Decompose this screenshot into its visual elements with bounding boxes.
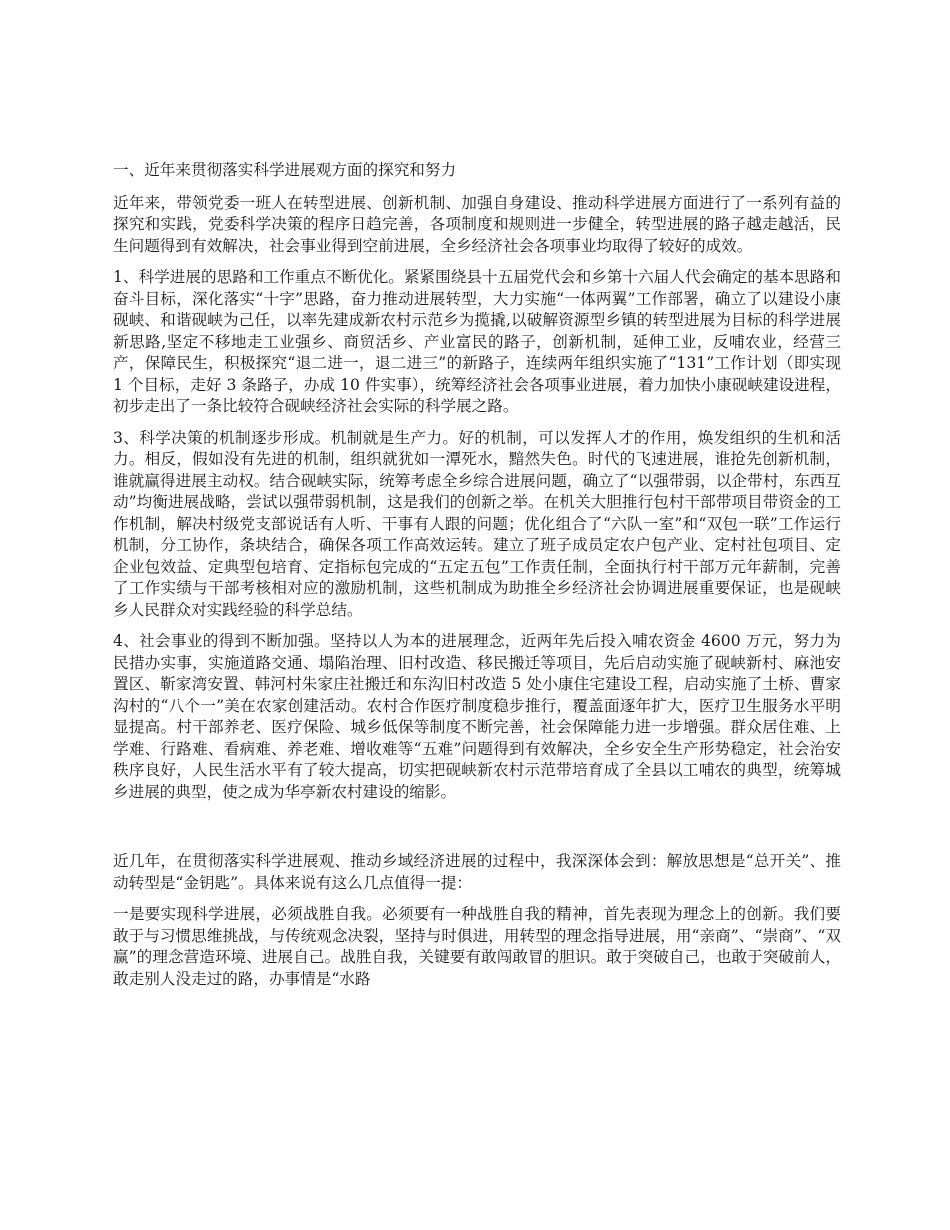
paragraph-point-3: 3、科学决策的机制逐步形成。机制就是生产力。好的机制，可以发挥人才的作用，焕发组织的生机和活力。相反，假如没有先进的机制，组织就犹如一潭死水，黯然失色。时代的飞速进展，谁抢先创新机制，谁就赢得进展主动权。结合砚峡实际，统筹考虑全乡综合进展问题，确立了“以强带弱，以企带村，东西互动”均衡进展战略，尝试以强带弱机制，这是我们的创新之举。在机关大胆推行包村干部带项目带资金的工作机制，解决村级党支部说话有人听、干事有人跟的问题；优化组合了“六队一室”和“双包一联”工作运行机制，分工协作，条块结合，确保各项工作高效运转。建立了班子成员定农户包产业、定村社包项目、定企业包效益、定典型包培育、定指标包完成的“五定五包”工作责任制，全面执行村干部万元年薪制，完善了工作实绩与干部考核相对应的激励机制，这些机制成为助推全乡经济社会协调进展重要保证，也是砚峡乡人民群众对实践经验的科学总结。	[113, 428, 841, 619]
section-spacer	[113, 813, 841, 851]
document-body	[113, 160, 841, 1000]
paragraph-point-4: 4、社会事业的得到不断加强。坚持以人为本的进展理念，近两年先后投入哺农资金 4600 万元，努力为民措办实事，实施道路交通、塌陷治理、旧村改造、移民搬迁等项目，先后启动实施了砚峡新村、麻池安置区、靳家湾安置、韩河村朱家庄社搬迁和东沟旧村改造 5 处小康住宅建设工程，启动实施了土桥、曹家沟村的“八个一”美在农家创建活动。农村合作医疗制度稳步推行，覆盖面逐年扩大，医疗卫生服务水平明显提高。村干部养老、医疗保险、城乡低保等制度不断完善，社会保障能力进一步增强。群众居住难、上学难、行路难、看病难、养老难、增收难等“五难”问题得到有效解决，全乡安全生产形势稳定，社会治安秩序良好，人民生活水平有了较大提高，切实把砚峡新农村示范带培育成了全县以工哺农的典型，统筹城乡进展的典型，使之成为华亭新农村建设的缩影。	[113, 632, 841, 801]
section-heading: 一、近年来贯彻落实科学进展观方面的探究和努力	[113, 161, 457, 179]
paragraph-point-1: 1、科学进展的思路和工作重点不断优化。紧紧围绕县十五届党代会和乡第十六届人代会确定的基本思路和奋斗目标，深化落实“十字”思路，奋力推动进展转型，大力实施“一体两翼”工作部署，确立了以建设小康砚峡、和谐砚峡为己任，以率先建成新农村示范乡为揽撬,以破解资源型乡镇的转型进展为目标的科学进展新思路,坚定不移地走工业强乡、商贸活乡、产业富民的路子，创新机制，延伸工业，反哺农业，经营三产，保障民生，积极探究“退二进一，退二进三”的新路子，连续两年组织实施了“131”工作计划（即实现 1 个目标，走好 3 条路子，办成 10 件实事），统筹经济社会各项事业进展，着力加快小康砚峡建设进程，初步走出了一条比较符合砚峡经济社会实际的科学展之路。	[113, 268, 841, 415]
paragraph-reflection-1: 一是要实现科学进展，必须战胜自我。必须要有一种战胜自我的精神，首先表现为理念上的创新。我们要敢于与习惯思维挑战，与传统观念决裂，坚持与时俱进，用转型的理念指导进展，用“亲商”、“崇商”、“双赢”的理念营造环境、进展自己。战胜自我，关键要有敢闯敢冒的胆识。敢于突破自己，也敢于突破前人，敢走别人没走过的路，办事情是“水路	[113, 905, 841, 988]
paragraph-reflection-intro: 近几年，在贯彻落实科学进展观、推动乡域经济进展的过程中，我深深体会到：解放思想是“总开关”、推动转型是“金钥匙”。具体来说有这么几点值得一提：	[113, 852, 841, 892]
paragraph-intro: 近年来，带领党委一班人在转型进展、创新机制、加强自身建设、推动科学进展方面进行了一系列有益的探究和实践，党委科学决策的程序日趋完善，各项制度和规则进一步健全，转型进展的路子越走越活，民生问题得到有效解决，社会事业得到空前进展，全乡经济社会各项事业均取得了较好的成效。	[113, 193, 841, 255]
